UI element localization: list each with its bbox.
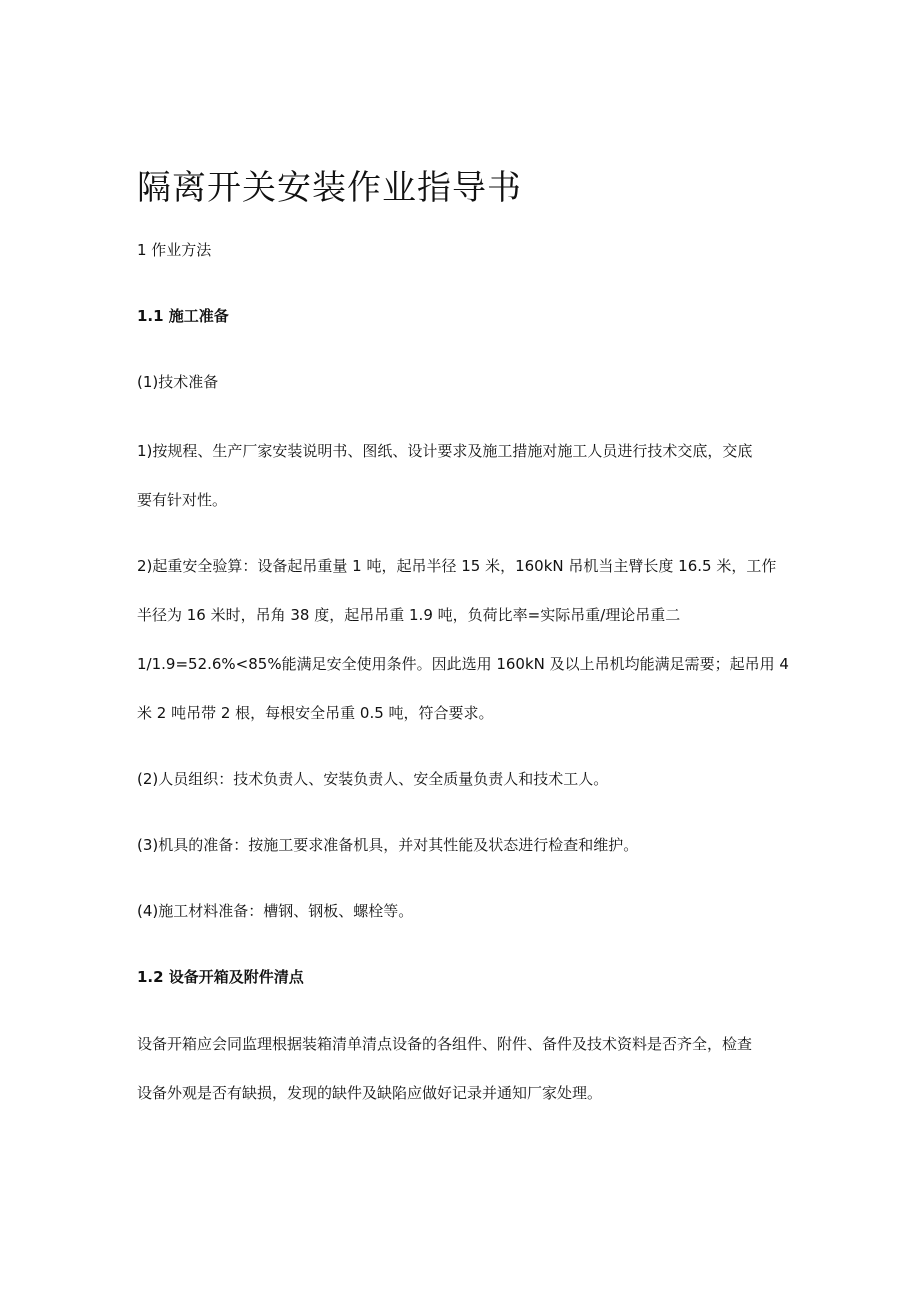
item-personnel-organization: (2)人员组织：技术负责人、安装负责人、安全质量负责人和技术工人。 (137, 770, 609, 788)
item-material-preparation: (4)施工材料准备：槽钢、钢板、螺栓等。 (137, 902, 414, 920)
item-technical-preparation: (1)技术准备 (137, 373, 219, 391)
item-1-2-line-3: 1/1.9=52.6%<85%能满足安全使用条件。因此选用 160kN 及以上吊机均能满足需要；起吊用 4 (137, 655, 789, 673)
section-heading-1: 1 作业方法 (137, 241, 212, 259)
document-title: 隔离开关安装作业指导书 (137, 168, 522, 208)
item-1-2-line-2: 半径为 16 米时，吊角 38 度，起吊吊重 1.9 吨，负荷比率=实际吊重/理论吊重二 (137, 606, 681, 624)
section-heading-1-1: 1.1 施工准备 (137, 307, 229, 325)
para-1-2-line-1: 设备开箱应会同监理根据装箱清单清点设备的各组件、附件、备件及技术资料是否齐全，检查 (137, 1035, 753, 1053)
section-heading-1-2: 1.2 设备开箱及附件清点 (137, 968, 304, 986)
para-1-2-line-2: 设备外观是否有缺损，发现的缺件及缺陷应做好记录并通知厂家处理。 (137, 1084, 603, 1102)
item-1-1-line-2: 要有针对性。 (137, 491, 228, 509)
item-1-1-line-1: 1)按规程、生产厂家安装说明书、图纸、设计要求及施工措施对施工人员进行技术交底，交底 (137, 442, 753, 460)
item-1-2-line-4: 米 2 吨吊带 2 根，每根安全吊重 0.5 吨，符合要求。 (137, 704, 494, 722)
item-tool-preparation: (3)机具的准备：按施工要求准备机具，并对其性能及状态进行检查和维护。 (137, 836, 639, 854)
item-1-2-line-1: 2)起重安全验算：设备起吊重量 1 吨，起吊半径 15 米，160kN 吊机当主臂长度 16.5 米，工作 (137, 557, 777, 575)
